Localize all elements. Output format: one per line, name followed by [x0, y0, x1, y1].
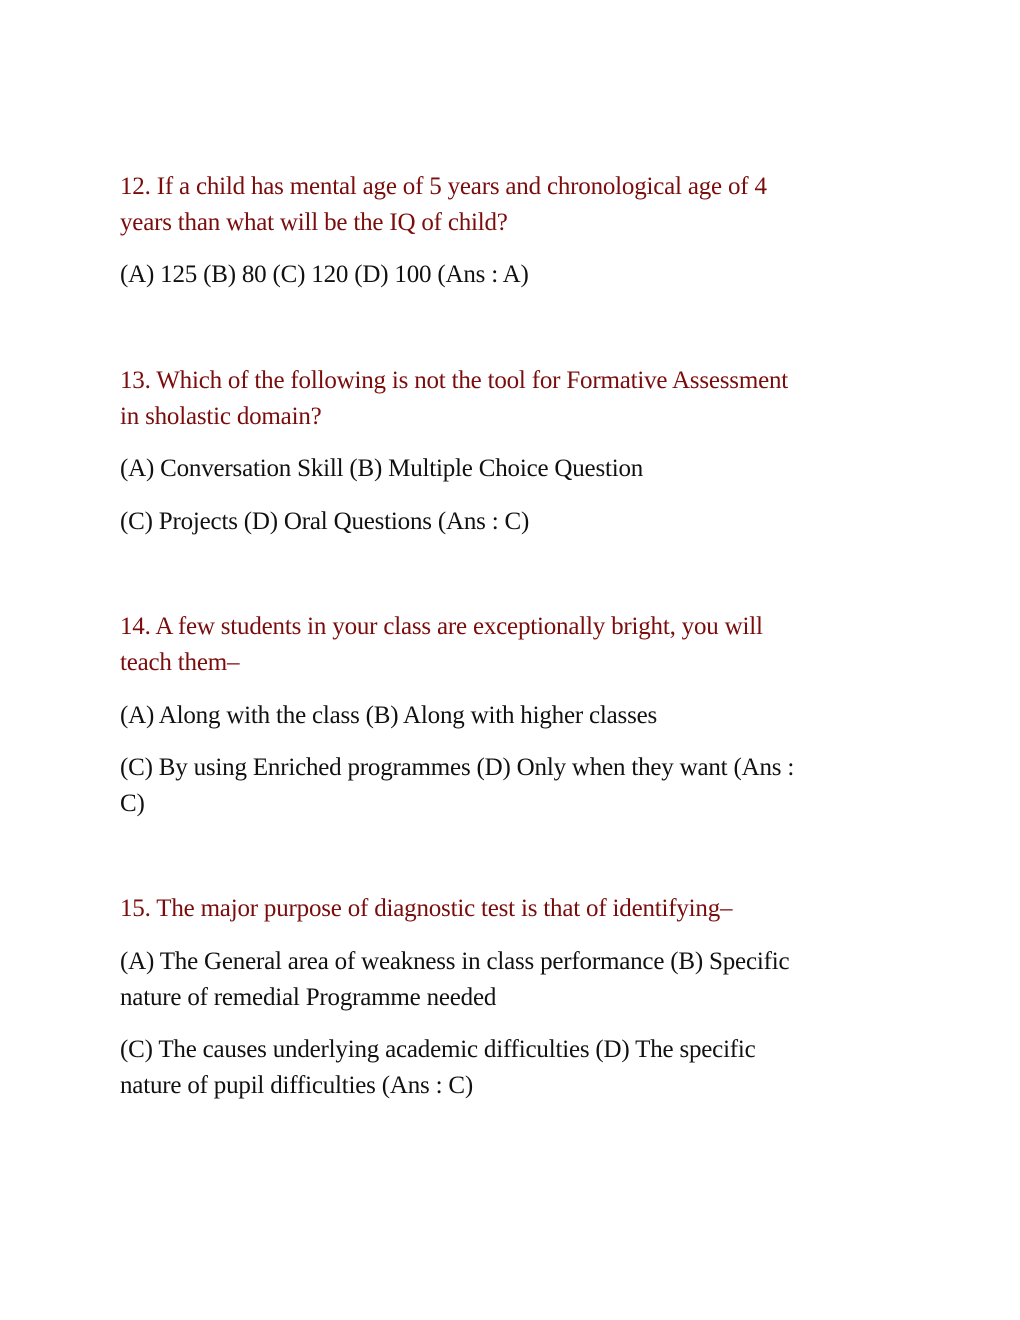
question-text: teach them– — [120, 649, 240, 676]
options-text: (A) The General area of weakness in class performance (B) Specific — [120, 948, 790, 975]
question-text: 14. A few students in your class are exceptionally bright, you will — [120, 613, 763, 640]
options-text: (C) By using Enriched programmes (D) Only when they want (Ans : — [120, 754, 795, 781]
options-text: (C) Projects (D) Oral Questions (Ans : C) — [120, 508, 530, 535]
question-text: in sholastic domain? — [120, 403, 322, 430]
options-text: nature of remedial Programme needed — [120, 984, 497, 1011]
question-text: 15. The major purpose of diagnostic test is that of identifying– — [120, 895, 733, 922]
options-text: (A) 125 (B) 80 (C) 120 (D) 100 (Ans : A) — [120, 261, 529, 288]
question-text: years than what will be the IQ of child? — [120, 209, 508, 236]
options-text: C) — [120, 790, 145, 817]
question-text: 13. Which of the following is not the tool for Formative Assessment — [120, 367, 789, 394]
options-text: (A) Conversation Skill (B) Multiple Choice Question — [120, 455, 644, 482]
options-text: nature of pupil difficulties (Ans : C) — [120, 1072, 473, 1099]
options-text: (A) Along with the class (B) Along with higher classes — [120, 702, 658, 729]
question-text: 12. If a child has mental age of 5 years and chronological age of 4 — [120, 173, 767, 200]
options-text: (C) The causes underlying academic difficulties (D) The specific — [120, 1036, 756, 1063]
